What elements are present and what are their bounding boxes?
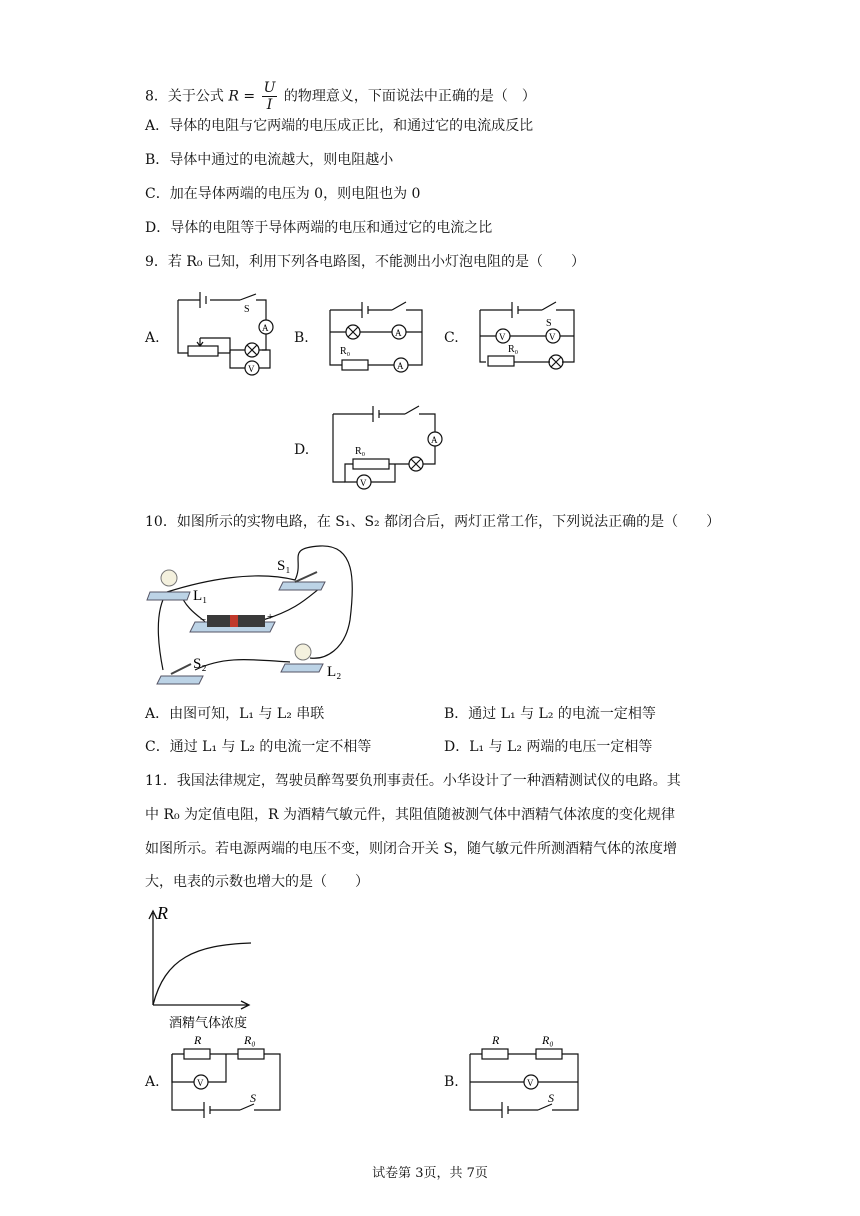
plus-label: + xyxy=(267,611,274,623)
q9-label-a: A. xyxy=(145,330,160,346)
q8-option-d: D．导体的电阻等于导体两端的电压和通过它的电流之比 xyxy=(145,220,493,236)
graph-ylabel: R xyxy=(157,903,168,923)
q9-circuit-b xyxy=(322,300,432,380)
q10-option-d: D．L₁ 与 L₂ 两端的电压一定相等 xyxy=(444,739,653,755)
ammeter-b1-icon: A xyxy=(395,328,402,338)
r0-c-label: R₀ xyxy=(508,344,519,355)
page-footer: 试卷第 3页，共 7页 xyxy=(372,1166,488,1181)
ammeter-a-icon: A xyxy=(262,323,269,333)
s1-label: S₁ xyxy=(277,558,291,574)
r0-d-label: R₀ xyxy=(355,446,366,457)
formula-numerator: U xyxy=(263,80,276,96)
q11-line-1: 11．我国法律规定，驾驶员醉驾要负刑事责任。小华设计了一种酒精测试仪的电路。其 xyxy=(145,773,681,789)
graph-xlabel: 酒精气体浓度 xyxy=(169,1015,248,1030)
voltmeter-a-icon: V xyxy=(248,364,255,374)
q8-option-a: A．导体的电阻与它两端的电压成正比，和通过它的电流成反比 xyxy=(145,118,534,134)
s1-base xyxy=(279,582,325,590)
l2-base xyxy=(281,664,323,672)
ammeter-d-icon: A xyxy=(431,435,438,445)
l2-label: L₂ xyxy=(327,664,342,680)
ammeter-b2-icon: A xyxy=(397,361,404,371)
voltmeter-icon: V xyxy=(197,1078,204,1088)
q10-physical-circuit xyxy=(145,540,365,690)
q9-circuit-c xyxy=(474,296,584,376)
minus-label: − xyxy=(200,614,207,626)
switch-b-label: S xyxy=(548,1091,554,1105)
voltmeter-b-icon: V xyxy=(527,1078,534,1088)
s2-base xyxy=(157,676,203,684)
q10-stem: 10．如图所示的实物电路，在 S₁、S₂ 都闭合后，两灯正常工作，下列说法正确的是（ ） xyxy=(145,514,721,530)
q8-option-c: C．加在导体两端的电压为 0，则电阻也为 0 xyxy=(145,186,421,202)
q9-label-b: B. xyxy=(294,330,309,346)
q8-stem: 8．关于公式 R = $\frac{U}{I}$ 的物理意义，下面说法中正确的是（ ） xyxy=(145,80,536,113)
q8-option-b: B．导体中通过的电流越大，则电阻越小 xyxy=(145,152,394,168)
q10-option-b: B．通过 L₁ 与 L₂ 的电流一定相等 xyxy=(444,706,656,722)
r0-b-label: R₀ xyxy=(542,1033,554,1047)
r-label: R xyxy=(194,1033,202,1047)
r-b-label: R xyxy=(492,1033,500,1047)
q11-line-4: 大，电表的示数也增大的是（ ） xyxy=(145,874,369,890)
q9-label-c: C. xyxy=(444,330,459,346)
switch-label: S xyxy=(250,1091,256,1105)
q11-label-a: A. xyxy=(145,1074,160,1090)
q11-circuit-b xyxy=(468,1032,583,1117)
q11-line-3: 如图所示。若电源两端的电压不变，则闭合开关 S，随气敏元件所测酒精气体的浓度增 xyxy=(145,841,678,857)
s2-switch-icon xyxy=(171,664,191,674)
l1-bulb-icon xyxy=(161,570,177,586)
q11-line-2: 中 R₀ 为定值电阻，R 为酒精气敏元件，其阻值随被测气体中酒精气体浓度的变化规律 xyxy=(145,807,676,823)
q11-circuit-a xyxy=(170,1032,285,1117)
voltmeter-c1-icon: V xyxy=(499,332,506,342)
q9-label-d: D. xyxy=(294,442,310,458)
q11-label-b: B. xyxy=(444,1074,459,1090)
formula-denominator: I xyxy=(266,97,273,113)
voltmeter-c2-icon: V xyxy=(549,332,556,342)
s2-label: S₂ xyxy=(193,656,207,672)
l2-bulb-icon xyxy=(295,644,311,660)
l1-base xyxy=(147,592,190,600)
r0-label: R₀ xyxy=(340,346,351,357)
s1-switch-icon xyxy=(295,572,317,582)
q9-circuit-d xyxy=(325,402,445,497)
r0-label: R₀ xyxy=(244,1033,256,1047)
q11-graph xyxy=(145,903,265,1033)
q9-circuit-a xyxy=(170,288,285,383)
q9-stem: 9．若 R₀ 已知，利用下列各电路图，不能测出小灯泡电阻的是（ ） xyxy=(145,254,585,270)
l1-label: L₁ xyxy=(193,588,208,604)
formula-fraction xyxy=(262,80,278,113)
q10-option-c: C．通过 L₁ 与 L₂ 的电流一定不相等 xyxy=(145,739,372,755)
switch-label: S xyxy=(244,304,250,315)
switch-c-label: S xyxy=(546,318,552,329)
formula-lhs: R = xyxy=(228,88,256,105)
voltmeter-d-icon: V xyxy=(360,478,367,488)
q10-option-a: A．由图可知，L₁ 与 L₂ 串联 xyxy=(145,706,325,722)
